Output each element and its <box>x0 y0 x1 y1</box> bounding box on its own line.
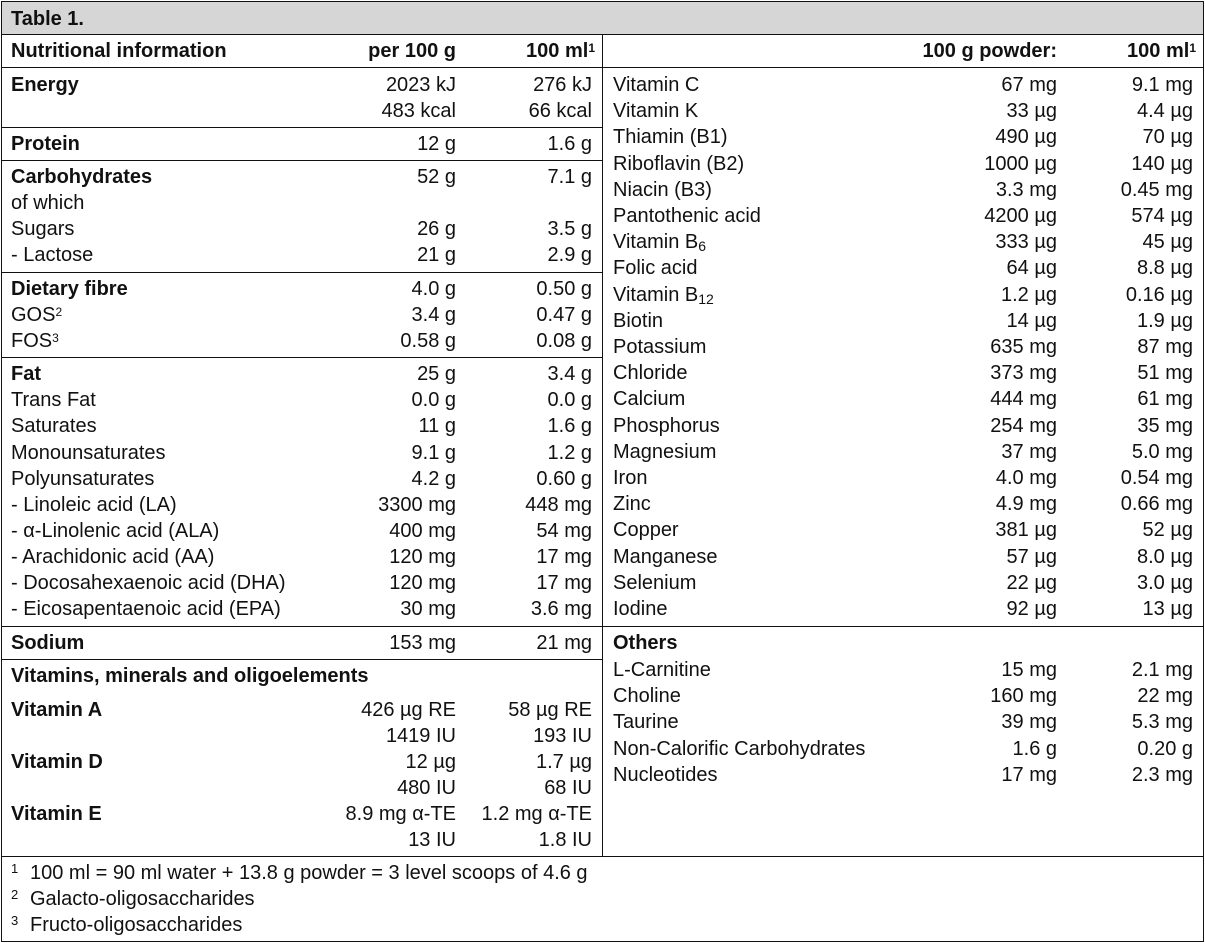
nutrition-table <box>1 1 1204 942</box>
value-100ml: 58 µg RE <box>508 699 592 721</box>
section-divider <box>2 127 602 128</box>
value-per-100g-powder: 444 mg <box>990 388 1057 411</box>
value-per-100g-powder: 4.0 mg <box>995 467 1057 489</box>
table-title: Table 1. <box>11 8 84 30</box>
value-100ml: 17 mg <box>536 546 592 568</box>
nutrient-label: Fat <box>11 363 41 385</box>
value-100ml: 5.0 mg <box>1131 440 1193 463</box>
nutrient-label: Phosphorus <box>613 414 720 437</box>
value-100ml: 1.9 µg <box>1136 309 1193 332</box>
value-100ml: 0.66 mg <box>1120 493 1193 516</box>
header-per-100g: per 100 g <box>368 40 456 62</box>
footnote-mark: 1 <box>11 861 19 876</box>
value-100ml: 3.0 µg <box>1136 571 1193 594</box>
section-divider <box>2 160 602 161</box>
value-100ml: 4.4 µg <box>1136 100 1193 123</box>
value-per-100g-powder: 3.3 mg <box>995 178 1057 201</box>
nutrient-label: Vitamin K <box>613 100 699 123</box>
footnote-text: Galacto-oligosaccharides <box>30 888 255 910</box>
value-100ml: 0.08 g <box>536 330 592 352</box>
value-per-100g-powder: 15 mg <box>1001 659 1057 681</box>
nutrient-label: - Lactose <box>11 244 94 266</box>
value-100ml: 45 µg <box>1142 231 1193 254</box>
value-per-100g: 52 g <box>417 166 456 188</box>
value-100ml: 140 µg <box>1131 152 1193 175</box>
value-per-100g-powder: 67 mg <box>1001 74 1057 96</box>
footnote-mark: 2 <box>11 887 19 902</box>
nutrient-label: Saturates <box>11 415 97 437</box>
value-100ml: 0.60 g <box>536 468 592 490</box>
subscript: 12 <box>698 290 714 307</box>
nutrient-label: Sodium <box>11 632 85 654</box>
value-100ml: 1.7 µg <box>535 751 592 773</box>
value-100ml: 21 mg <box>536 632 592 654</box>
nutrient-label: Calcium <box>613 388 686 411</box>
value-per-100g: 12 µg <box>405 751 456 773</box>
subscript: 6 <box>698 238 707 255</box>
value-per-100g-powder: 92 µg <box>1006 598 1057 620</box>
section-divider <box>2 272 602 273</box>
value-per-100g: 153 mg <box>389 632 456 654</box>
value-per-100g-powder: 490 µg <box>995 126 1057 149</box>
value-per-100g: 13 IU <box>408 829 456 851</box>
value-per-100g-powder: 37 mg <box>1001 440 1057 463</box>
value-per-100g: 9.1 g <box>411 442 456 464</box>
other-label: Taurine <box>613 711 679 734</box>
value-per-100g: 21 g <box>417 244 456 266</box>
nutrient-label: Polyunsaturates <box>11 468 155 490</box>
value-per-100g-powder: 254 mg <box>990 414 1057 437</box>
nutrient-label: Riboflavin (B2) <box>613 152 745 175</box>
nutrient-label: Carbohydrates <box>11 166 153 188</box>
value-per-100g-powder: 1.2 µg <box>1000 283 1057 306</box>
value-100ml: 7.1 g <box>547 166 592 188</box>
value-per-100g: 1419 IU <box>385 725 456 747</box>
value-per-100g: 8.9 mg α-TE <box>345 803 456 825</box>
value-per-100g-powder: 635 mg <box>990 336 1057 358</box>
value-per-100g: 25 g <box>417 363 456 385</box>
value-per-100g-powder: 381 µg <box>995 519 1057 542</box>
nutrient-label: Monounsaturates <box>11 442 166 464</box>
nutrient-label: Potassium <box>613 336 707 358</box>
other-label: Choline <box>613 685 681 708</box>
value-100ml: 1.2 mg α-TE <box>481 803 592 825</box>
value-100ml: 54 mg <box>536 520 592 542</box>
value-100ml: 0.50 g <box>536 278 592 300</box>
footer-divider <box>2 856 1203 857</box>
value-per-100g: 4.0 g <box>411 278 456 300</box>
value-per-100g-powder: 57 µg <box>1006 545 1057 568</box>
other-label: L-Carnitine <box>613 659 711 681</box>
value-100ml: 2.9 g <box>547 244 592 266</box>
value-per-100g: 426 µg RE <box>361 699 456 721</box>
section-divider <box>2 357 602 358</box>
value-per-100g: 3300 mg <box>378 494 456 516</box>
other-label: Nucleotides <box>613 763 718 786</box>
vitamin-label: Vitamin A <box>11 699 103 721</box>
column-divider <box>602 34 603 856</box>
value-100ml: 1.6 g <box>547 415 592 437</box>
value-per-100g-powder: 1.6 g <box>1012 737 1057 760</box>
value-100ml: 8.0 µg <box>1136 545 1193 568</box>
vitamin-label: Vitamin D <box>11 751 103 773</box>
nutrient-label: Iodine <box>613 598 668 620</box>
value-per-100g-powder: 160 mg <box>990 685 1057 708</box>
value-100ml: 2.1 mg <box>1131 659 1193 681</box>
header-label: Nutritional information <box>11 40 227 62</box>
nutrient-label: Magnesium <box>613 440 717 463</box>
nutrient-label: Protein <box>11 133 80 155</box>
value-100ml: 22 mg <box>1137 685 1193 708</box>
value-per-100g-powder: 22 µg <box>1006 571 1057 594</box>
nutrient-label: of which <box>11 192 85 214</box>
nutrient-label: Chloride <box>613 362 688 385</box>
header-100ml: 100 $ml^1$ <box>1127 40 1196 62</box>
nutrient-label: - Linoleic acid (LA) <box>11 494 177 516</box>
value-100ml: 51 mg <box>1137 362 1193 385</box>
value-100ml: 5.3 mg <box>1131 711 1193 734</box>
vitamin-label: Vitamin E <box>11 803 102 825</box>
value-100ml: 66 kcal <box>528 100 592 122</box>
nutrient-label: Vitamin $B_{12}$ <box>613 283 714 307</box>
value-per-100g: 120 mg <box>389 572 456 594</box>
value-per-100g-powder: 4.9 mg <box>995 493 1057 516</box>
value-100ml: 448 mg <box>525 494 592 516</box>
value-100ml: 9.1 mg <box>1131 74 1193 96</box>
nutrient-label: Selenium <box>613 571 697 594</box>
nutrient-label: Trans Fat <box>11 389 96 411</box>
value-100ml: 0.54 mg <box>1120 467 1193 489</box>
section-divider <box>2 626 1203 627</box>
value-per-100g: 2023 kJ <box>385 74 456 96</box>
nutrient-label: - Eicosapentaenoic acid (EPA) <box>11 598 281 620</box>
footnote-text: Fructo-oligosaccharides <box>30 914 243 936</box>
vitamins-heading: Vitamins, minerals and oligoelements <box>11 665 369 687</box>
value-100ml: 193 IU <box>533 725 592 747</box>
value-100ml: 1.2 g <box>547 442 592 464</box>
nutrient-label: Vitamin $B_6$ <box>613 231 707 255</box>
footnote-ref: 2 <box>55 305 63 319</box>
header-100ml: 100 $ml^1$ <box>526 40 595 62</box>
value-100ml: 0.0 g <box>547 389 592 411</box>
nutrient-label: Biotin <box>613 309 664 332</box>
section-divider <box>2 659 602 660</box>
nutrient-label: Niacin (B3) <box>613 178 712 201</box>
value-per-100g: 480 IU <box>397 777 456 799</box>
value-per-100g: 30 mg <box>400 598 456 620</box>
header-divider <box>2 67 1203 68</box>
nutrient-label: Folic acid <box>613 257 698 280</box>
nutrient-label: Pantothenic acid <box>613 205 761 227</box>
nutrient-label: Copper <box>613 519 679 542</box>
footnote-ref: 1 <box>588 41 595 55</box>
value-per-100g-powder: 39 mg <box>1001 711 1057 734</box>
value-per-100g-powder: 333 µg <box>995 231 1057 254</box>
value-per-100g: 0.58 g <box>400 330 456 352</box>
value-per-100g: 400 mg <box>389 520 456 542</box>
value-per-100g-powder: 1000 µg <box>984 152 1057 175</box>
nutrient-label: Iron <box>613 467 648 489</box>
value-100ml: 3.6 mg <box>530 598 592 620</box>
footnote-text: 100 ml = 90 ml water + 13.8 g powder = 3 level scoops of 4.6 g <box>30 862 588 884</box>
value-per-100g: 4.2 g <box>411 468 456 490</box>
value-100ml: 17 mg <box>536 572 592 594</box>
nutrient-label: Zinc <box>613 493 651 516</box>
value-100ml: 3.4 g <box>547 363 592 385</box>
footnote-mark: 3 <box>11 913 19 928</box>
value-100ml: 3.5 g <box>547 218 592 240</box>
nutrient-label: Energy <box>11 74 79 96</box>
value-per-100g-powder: 14 µg <box>1006 309 1057 332</box>
value-100ml: 574 µg <box>1131 205 1193 227</box>
value-100ml: 1.8 IU <box>538 829 592 851</box>
footnote-ref: 1 <box>1189 41 1196 55</box>
value-100ml: 70 µg <box>1142 126 1193 149</box>
value-100ml: 0.45 mg <box>1120 178 1193 201</box>
value-per-100g: 483 kcal <box>381 100 456 122</box>
value-100ml: 2.3 mg <box>1131 763 1193 786</box>
value-per-100g: 12 g <box>417 133 456 155</box>
value-per-100g: 120 mg <box>389 546 456 568</box>
value-100ml: 13 µg <box>1142 598 1193 620</box>
value-100ml: 0.20 g <box>1137 737 1193 760</box>
value-per-100g: 0.0 g <box>411 389 456 411</box>
others-heading: Others <box>613 632 678 654</box>
nutrient-label: Thiamin (B1) <box>613 126 728 149</box>
value-100ml: 1.6 g <box>547 133 592 155</box>
nutrient-label: Dietary fibre <box>11 278 128 300</box>
value-100ml: 68 IU <box>544 777 592 799</box>
value-per-100g-powder: 17 mg <box>1001 763 1057 786</box>
value-100ml: 0.16 µg <box>1125 283 1193 306</box>
nutrient-label: - Docosahexaenoic acid (DHA) <box>11 572 286 594</box>
value-per-100g-powder: 64 µg <box>1006 257 1057 280</box>
value-per-100g: 3.4 g <box>411 304 456 326</box>
nutrient-label: GOS$^2$ <box>11 304 63 326</box>
value-per-100g-powder: 33 µg <box>1006 100 1057 123</box>
nutrient-label: - α-Linolenic acid (ALA) <box>11 520 220 542</box>
value-100ml: 52 µg <box>1142 519 1193 542</box>
nutrient-label: - Arachidonic acid (AA) <box>11 546 215 568</box>
value-100ml: 0.47 g <box>536 304 592 326</box>
nutrient-label: Vitamin C <box>613 74 700 96</box>
value-100ml: 35 mg <box>1137 414 1193 437</box>
nutrient-label: Manganese <box>613 545 718 568</box>
nutrient-label: FOS$^3$ <box>11 330 59 352</box>
value-per-100g-powder: 4200 µg <box>984 205 1057 227</box>
footnote-ref: 3 <box>52 331 59 345</box>
value-per-100g: 11 g <box>418 415 456 437</box>
value-per-100g-powder: 373 mg <box>990 362 1057 385</box>
header-100g-powder: 100 g powder: <box>922 40 1057 62</box>
value-100ml: 8.8 µg <box>1136 257 1193 280</box>
other-label: Non-Calorific Carbohydrates <box>613 737 866 760</box>
value-100ml: 276 kJ <box>533 74 592 96</box>
value-per-100g: 26 g <box>417 218 456 240</box>
nutrient-label: Sugars <box>11 218 75 240</box>
table-title-bar <box>2 2 1203 35</box>
value-100ml: 61 mg <box>1137 388 1193 411</box>
value-100ml: 87 mg <box>1137 336 1193 358</box>
